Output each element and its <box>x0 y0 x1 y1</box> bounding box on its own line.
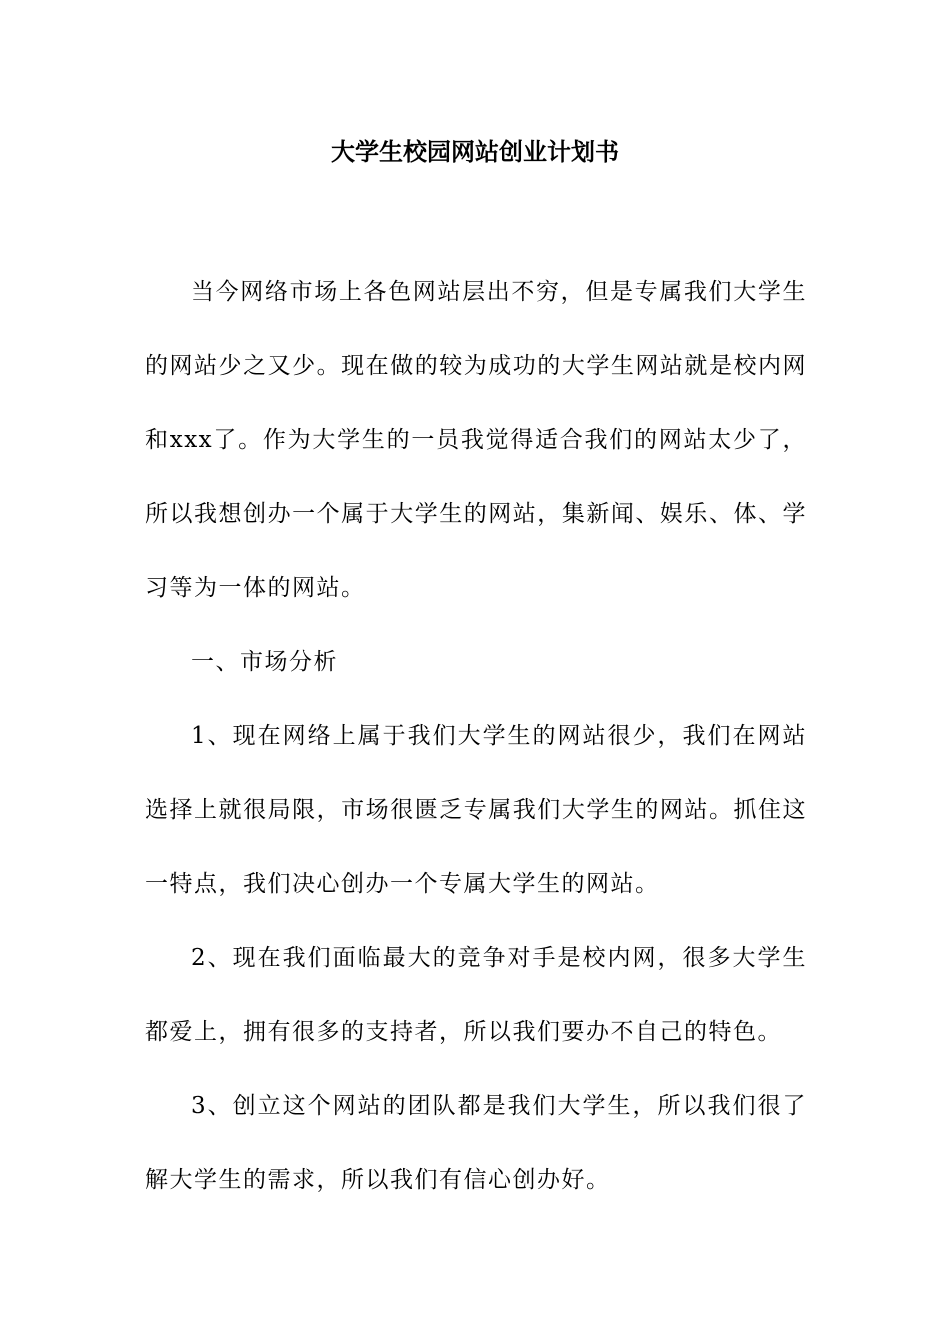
document-body <box>145 255 807 1217</box>
document-title: 大学生校园网站创业计划书 <box>331 137 619 166</box>
market-point-1: 1、现在网络上属于我们大学生的网站很少，我们在网站选择上就很局限，市场很匮乏专属我们大学生的网站。抓住这一特点，我们决心创办一个专属大学生的网站。 <box>145 723 807 897</box>
market-point-2: 2、现在我们面临最大的竞争对手是校内网，很多大学生都爱上，拥有很多的支持者，所以我们要办不自己的特色。 <box>145 945 807 1045</box>
section-heading-market-analysis: 一、市场分析 <box>191 649 338 675</box>
intro-paragraph: 当今网络市场上各色网站层出不穷，但是专属我们大学生的网站少之又少。现在做的较为成功的大学生网站就是校内网和xxx了。作为大学生的一员我觉得适合我们的网站太少了，所以我想创办一个属于大学生的网站，集新闻、娱乐、体、学习等为一体的网站。 <box>145 279 807 601</box>
market-point-3: 3、创立这个网站的团队都是我们大学生，所以我们很了解大学生的需求，所以我们有信心创办好。 <box>145 1093 807 1193</box>
